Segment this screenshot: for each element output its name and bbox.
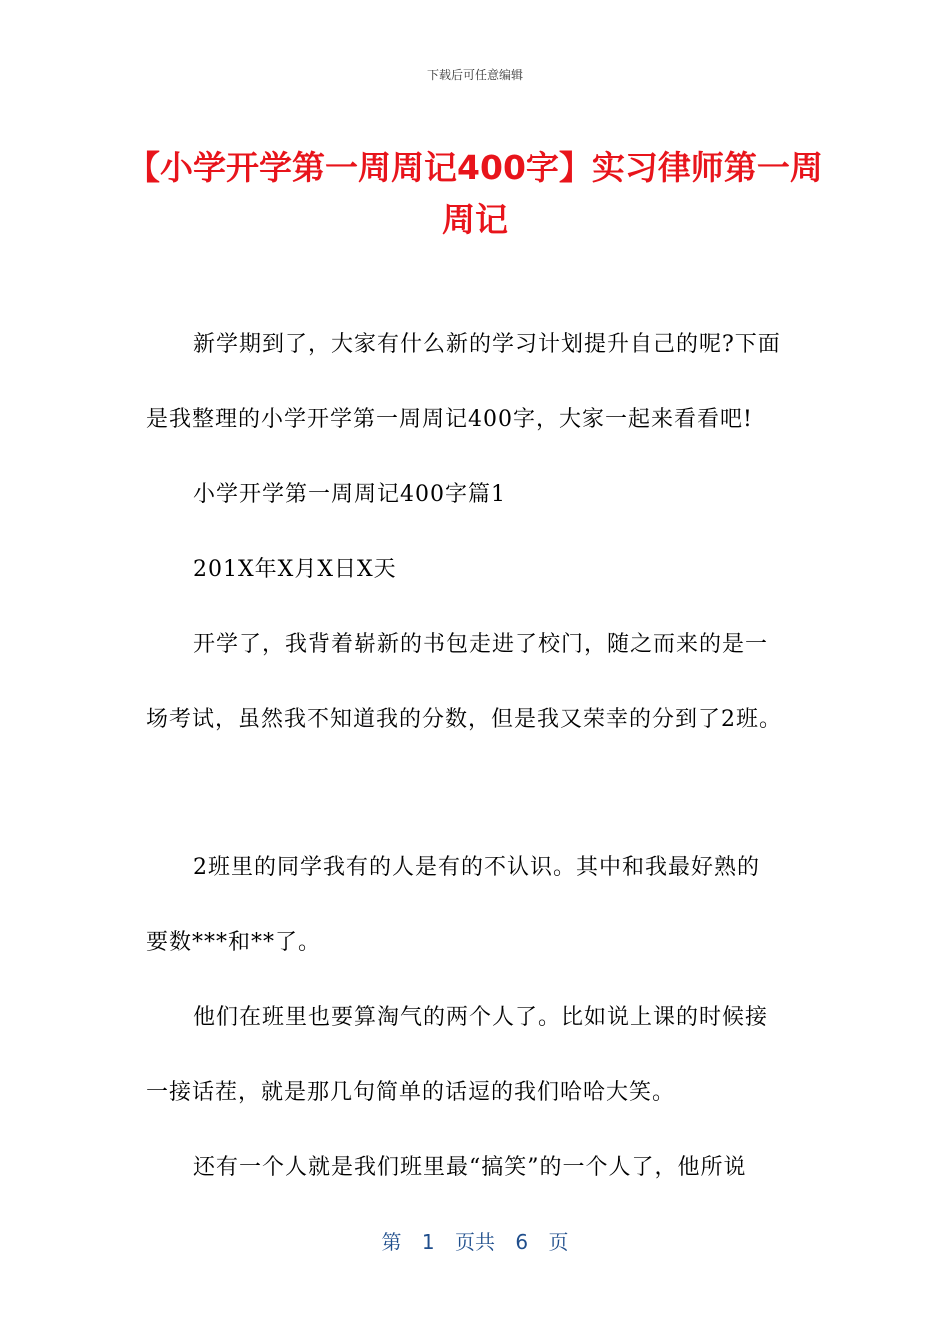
date-line: 201X年X月X日X天 <box>193 557 397 582</box>
paragraph-line-8: 要数***和**了。 <box>146 930 322 955</box>
paragraph-line-7: 2班里的同学我有的人是有的不认识。其中和我最好熟的 <box>193 855 760 880</box>
footer-prefix: 第 <box>381 1230 402 1254</box>
paragraph-line-10: 一接话茬，就是那几句简单的话逗的我们哈哈大笑。 <box>146 1080 676 1105</box>
paragraph-line-1: 新学期到了，大家有什么新的学习计划提升自己的呢?下面 <box>193 332 781 357</box>
paragraph-line-6: 场考试，虽然我不知道我的分数，但是我又荣幸的分到了2班。 <box>146 707 782 732</box>
footer-suffix: 页 <box>548 1230 569 1254</box>
header-note: 下载后可任意编辑 <box>426 68 523 82</box>
footer-middle: 页共 <box>455 1230 495 1254</box>
paragraph-line-11: 还有一个人就是我们班里最“搞笑”的一个人了，他所说 <box>193 1155 747 1180</box>
paragraph-line-5: 开学了，我背着崭新的书包走进了校门，随之而来的是一 <box>193 632 769 657</box>
section-heading: 小学开学第一周周记400字篇1 <box>193 482 506 507</box>
page-footer <box>0 1226 950 1255</box>
document-title: 【小学开学第一周周记400字】实习律师第一周周记 <box>127 148 823 239</box>
paragraph-line-9: 他们在班里也要算淘气的两个人了。比如说上课的时候接 <box>193 1005 769 1030</box>
footer-current-page: 1 <box>421 1230 435 1254</box>
paragraph-line-2: 是我整理的小学开学第一周周记400字，大家一起来看看吧! <box>146 407 753 432</box>
footer-total-pages: 6 <box>515 1230 529 1254</box>
